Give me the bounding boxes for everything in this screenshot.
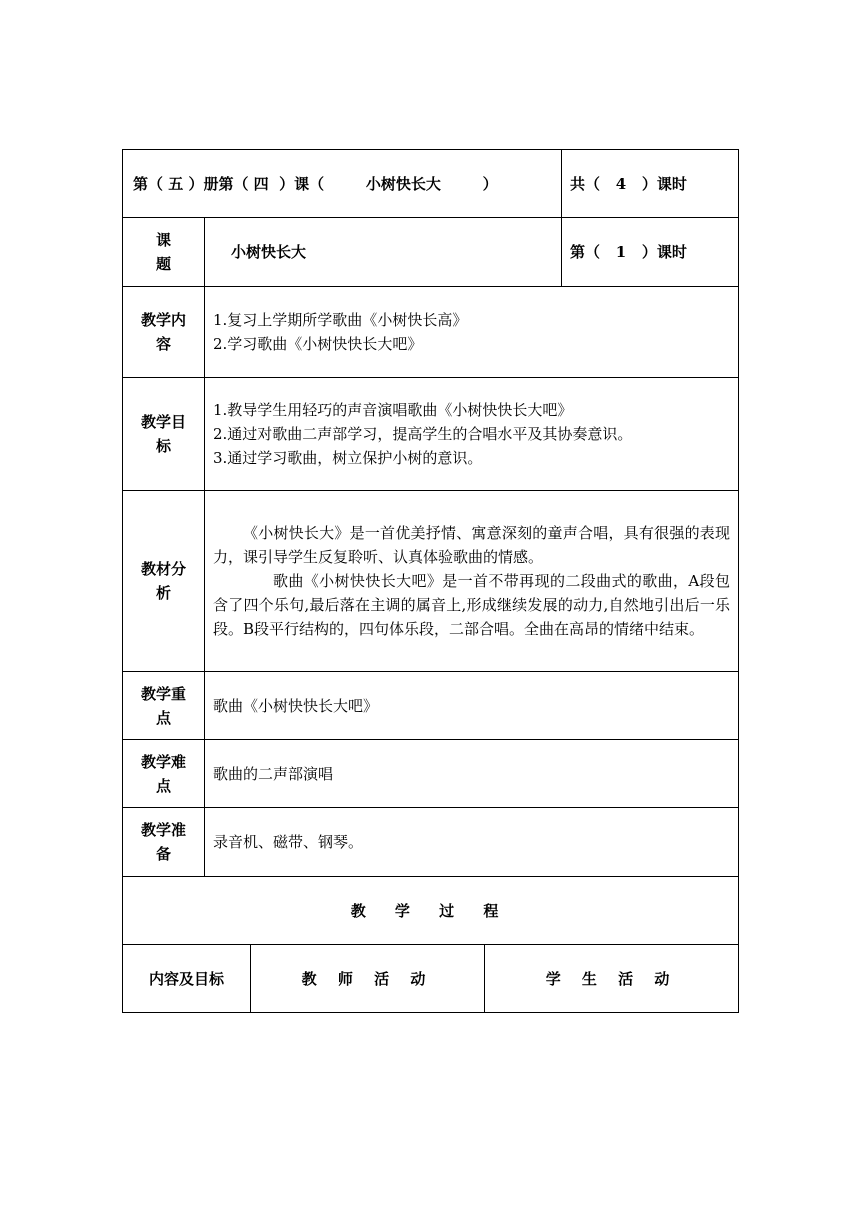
content-line: 2.学习歌曲《小树快快长大吧》 (213, 335, 423, 353)
difficulties-row (123, 740, 739, 808)
analysis-label-line1: 教材分 (140, 560, 186, 578)
goals-label (123, 378, 205, 491)
content-label (123, 287, 205, 378)
current-period: 第（ 1 ）课时 (562, 218, 739, 287)
goal-line: 3.通过学习歌曲，树立保护小树的意识。 (213, 449, 483, 467)
process-title-row (123, 877, 739, 945)
analysis-paragraph-2: 歌曲《小树快快长大吧》是一首不带再现的二段曲式的歌曲，A段包含了四个乐句,最后落在主调的属音上,形成继续发展的动力,自然地引出后一乐段。B段平行结构的，四句体乐段，二部合唱。全曲在高昂的情绪中结束。 (213, 572, 731, 638)
difficulties-label-line2: 点 (155, 776, 171, 795)
goals-label-line1: 教学目 (140, 413, 186, 431)
preparation-row (123, 808, 739, 877)
analysis-value (205, 491, 739, 672)
preparation-value: 录音机、磁带、钢琴。 (205, 808, 739, 877)
process-header-row (123, 945, 739, 1013)
lesson-plan-table (122, 149, 739, 1013)
key-points-label-line2: 点 (155, 708, 171, 727)
total-periods: 共（ 4 ）课时 (562, 150, 739, 218)
goals-label-line2: 标 (155, 437, 171, 455)
goal-line: 1.教导学生用轻巧的声音演唱歌曲《小树快快长大吧》 (213, 401, 573, 419)
content-value (205, 287, 739, 378)
topic-label (123, 218, 205, 287)
process-title: 教 学 过 程 (123, 877, 739, 945)
analysis-label (123, 491, 205, 672)
analysis-paragraph-1: 《小树快长大》是一首优美抒情、寓意深刻的童声合唱，具有很强的表现力，课引导学生反复聆听、认真体验歌曲的情感。 (213, 524, 731, 566)
difficulties-label (123, 740, 205, 808)
preparation-label-line1: 教学准 (140, 821, 186, 839)
content-row (123, 287, 739, 378)
difficulties-value: 歌曲的二声部演唱 (205, 740, 739, 808)
col-content-goals: 内容及目标 (123, 945, 251, 1013)
col-teacher-activity: 教 师 活 动 (251, 945, 485, 1013)
key-points-value: 歌曲《小树快快长大吧》 (205, 672, 739, 740)
goal-line: 2.通过对歌曲二声部学习，提高学生的合唱水平及其协奏意识。 (213, 425, 633, 443)
key-points-label (123, 672, 205, 740)
topic-value: 小树快长大 (205, 218, 562, 287)
book-lesson-info: 第（ 五 ）册第（ 四 ）课（ 小树快长大 ） (123, 150, 562, 218)
goals-row (123, 378, 739, 491)
preparation-label-line2: 备 (155, 845, 171, 863)
preparation-label (123, 808, 205, 877)
key-points-row (123, 672, 739, 740)
col-student-activity: 学 生 活 动 (485, 945, 739, 1013)
difficulties-label-line1: 教学难 (140, 752, 186, 771)
analysis-row (123, 491, 739, 672)
key-points-label-line1: 教学重 (140, 684, 186, 703)
content-label-line1: 教学内 (140, 311, 186, 329)
content-line: 1.复习上学期所学歌曲《小树快长高》 (213, 311, 468, 329)
header-row (123, 150, 739, 218)
content-label-line2: 容 (155, 335, 171, 353)
topic-label-line1: 课 (155, 231, 171, 249)
analysis-label-line2: 析 (155, 584, 171, 602)
goals-value (205, 378, 739, 491)
topic-row (123, 218, 739, 287)
topic-label-line2: 题 (155, 255, 171, 273)
